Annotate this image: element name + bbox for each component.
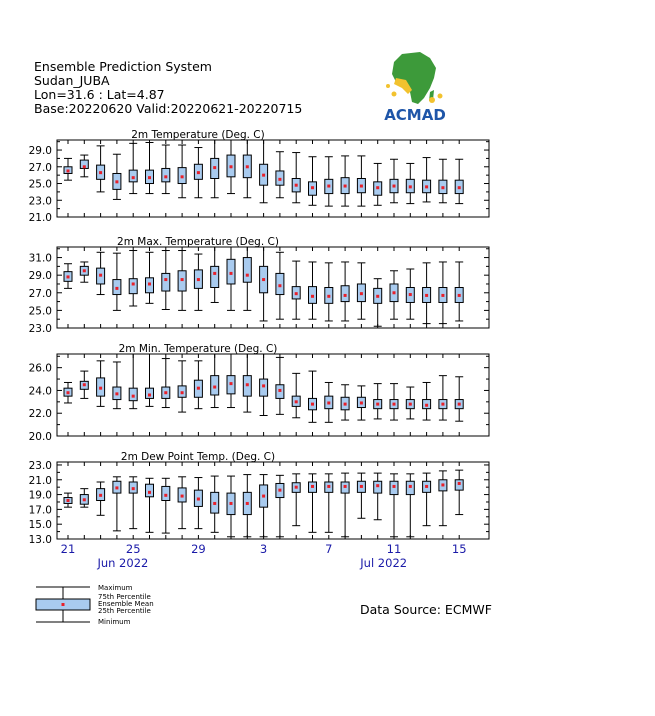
mean-dot: [376, 186, 379, 189]
mean-dot: [327, 295, 330, 298]
mean-dot: [311, 186, 314, 189]
box-day-11: [390, 159, 398, 203]
box-day-30: [211, 247, 219, 302]
iqr-box: [276, 273, 284, 294]
mean-dot: [262, 384, 265, 387]
mean-dot: [311, 295, 314, 298]
box-day-6: [309, 371, 317, 422]
y-tick-label: 25.0: [28, 178, 52, 191]
mean-dot: [311, 485, 314, 488]
y-tick-label: 17.0: [28, 504, 52, 517]
mean-dot: [197, 171, 200, 174]
panel-frame: [57, 354, 489, 436]
mean-dot: [213, 386, 216, 389]
mean-dot: [393, 291, 396, 294]
box-day-26: [146, 143, 154, 194]
data-source: Data Source: ECMWF: [360, 602, 492, 617]
box-day-13: [423, 263, 431, 324]
mean-dot: [458, 294, 461, 297]
x-tick-label: 15: [451, 542, 467, 556]
mean-dot: [360, 185, 363, 188]
box-day-13: [423, 158, 431, 202]
box-day-9: [357, 156, 365, 206]
mean-dot: [311, 403, 314, 406]
box-day-28: [178, 477, 186, 529]
mean-dot: [360, 485, 363, 488]
mean-dot: [344, 294, 347, 297]
mean-dot: [441, 294, 444, 297]
box-day-4: [276, 252, 284, 319]
mean-dot: [295, 184, 298, 187]
box-day-11: [390, 474, 398, 537]
box-day-15: [455, 377, 463, 421]
mean-dot: [425, 185, 428, 188]
header-location: Sudan_JUBA: [34, 73, 110, 88]
y-tick-label: 20.0: [28, 431, 52, 443]
logo-text: ACMAD: [384, 106, 446, 124]
mean-dot: [197, 278, 200, 281]
box-day-11: [390, 271, 398, 319]
y-tick-label: 15.0: [28, 519, 52, 532]
box-day-14: [439, 262, 447, 324]
box-day-8: [341, 385, 349, 420]
mean-dot: [376, 403, 379, 406]
box-day-24: [113, 362, 121, 409]
box-day-22: [80, 262, 88, 282]
mean-dot: [115, 287, 118, 290]
mean-dot: [148, 394, 151, 397]
box-day-26: [146, 252, 154, 303]
mean-dot: [67, 169, 70, 172]
box-day-5: [292, 153, 300, 203]
box-day-10: [374, 384, 382, 419]
iqr-box: [211, 266, 219, 287]
mean-dot: [181, 175, 184, 178]
x-tick-label: 29: [191, 542, 206, 556]
box-day-30: [211, 354, 219, 408]
y-tick-label: 23.0: [28, 459, 52, 472]
mean-dot: [164, 175, 167, 178]
mean-dot: [278, 178, 281, 181]
box-day-6: [309, 474, 317, 532]
iqr-box: [162, 486, 170, 500]
box-day-12: [406, 269, 414, 319]
box-day-22: [80, 489, 88, 508]
box-day-8: [341, 156, 349, 206]
box-day-7: [325, 157, 333, 206]
mean-dot: [425, 294, 428, 297]
box-day-27: [162, 251, 170, 310]
header-coordinates: Lon=31.6 : Lat=4.87: [34, 87, 165, 102]
box-day-14: [439, 376, 447, 420]
mean-dot: [393, 403, 396, 406]
box-day-9: [357, 263, 365, 319]
panel-1: [29, 129, 489, 224]
mean-dot: [425, 485, 428, 488]
mean-dot: [360, 401, 363, 404]
panel-2: [29, 236, 489, 335]
box-day-5: [292, 474, 300, 526]
box-day-10: [374, 473, 382, 520]
mean-dot: [278, 284, 281, 287]
mean-dot: [148, 176, 151, 179]
box-day-7: [325, 382, 333, 422]
x-tick-label: 7: [325, 542, 333, 556]
y-tick-label: 21.0: [28, 212, 52, 224]
y-tick-label: 31.0: [28, 252, 52, 265]
mean-dot: [213, 166, 216, 169]
box-day-3: [260, 354, 268, 416]
box-day-28: [178, 251, 186, 311]
legend-mean-dot: [62, 603, 65, 606]
box-day-28: [178, 145, 186, 198]
x-month-label: Jun 2022: [97, 556, 149, 570]
box-day-27: [162, 145, 170, 194]
box-day-2: [243, 354, 251, 412]
box-day-24: [113, 477, 121, 531]
mean-dot: [262, 174, 265, 177]
mean-dot: [393, 485, 396, 488]
mean-dot: [132, 487, 135, 490]
mean-dot: [327, 401, 330, 404]
box-day-10: [374, 279, 382, 327]
box-day-2: [243, 247, 251, 310]
y-tick-label: 23.0: [28, 323, 52, 335]
mean-dot: [83, 498, 86, 501]
iqr-box: [260, 379, 268, 396]
panel-title: 2m Temperature (Deg. C): [131, 129, 265, 141]
iqr-box: [129, 279, 137, 294]
mean-dot: [67, 391, 70, 394]
mean-dot: [83, 165, 86, 168]
mean-dot: [148, 491, 151, 494]
box-day-1: [227, 476, 235, 537]
box-day-1: [227, 140, 235, 194]
box-day-21: [64, 493, 72, 507]
legend: [36, 584, 154, 626]
box-day-10: [374, 163, 382, 205]
mean-dot: [344, 485, 347, 488]
mean-dot: [246, 383, 249, 386]
box-day-6: [309, 262, 317, 319]
mean-dot: [409, 293, 412, 296]
mean-dot: [262, 495, 265, 498]
mean-dot: [441, 403, 444, 406]
mean-dot: [327, 485, 330, 488]
mean-dot: [344, 403, 347, 406]
iqr-box: [243, 258, 251, 283]
mean-dot: [409, 185, 412, 188]
mean-dot: [67, 499, 70, 502]
mean-dot: [83, 383, 86, 386]
mean-dot: [425, 404, 428, 407]
box-day-26: [146, 478, 154, 532]
mean-dot: [99, 274, 102, 277]
y-tick-label: 26.0: [28, 362, 52, 375]
box-day-21: [64, 158, 72, 180]
box-day-23: [97, 482, 105, 515]
box-day-28: [178, 361, 186, 412]
mean-dot: [441, 186, 444, 189]
box-day-21: [64, 264, 72, 289]
y-tick-label: 29.0: [28, 145, 52, 158]
iqr-box: [129, 388, 137, 401]
y-tick-label: 25.0: [28, 305, 52, 318]
mean-dot: [164, 391, 167, 394]
mean-dot: [246, 274, 249, 277]
box-day-12: [406, 474, 414, 537]
box-day-25: [129, 251, 137, 306]
mean-dot: [132, 282, 135, 285]
box-day-13: [423, 473, 431, 526]
box-day-25: [129, 143, 137, 193]
panel-3: [29, 343, 489, 443]
y-tick-label: 21.0: [28, 474, 52, 487]
box-day-5: [292, 261, 300, 319]
box-day-14: [439, 471, 447, 526]
legend-p25: 25th Percentile: [98, 607, 151, 615]
box-day-11: [390, 384, 398, 420]
box-day-9: [357, 386, 365, 420]
box-day-12: [406, 387, 414, 419]
box-day-7: [325, 474, 333, 532]
box-day-8: [341, 262, 349, 321]
mean-dot: [115, 486, 118, 489]
y-tick-label: 27.0: [28, 287, 52, 300]
box-day-23: [97, 252, 105, 294]
iqr-box: [341, 286, 349, 302]
box-day-3: [260, 475, 268, 537]
box-day-4: [276, 357, 284, 414]
mean-dot: [213, 502, 216, 505]
box-day-29: [194, 361, 202, 409]
box-day-23: [97, 146, 105, 192]
mean-dot: [376, 484, 379, 487]
y-tick-label: 24.0: [28, 385, 52, 398]
box-day-30: [211, 140, 219, 198]
mean-dot: [83, 269, 86, 272]
header-title: Ensemble Prediction System: [34, 59, 212, 74]
mean-dot: [458, 403, 461, 406]
panel-title: 2m Min. Temperature (Deg. C): [118, 343, 278, 355]
box-day-12: [406, 163, 414, 203]
mean-dot: [115, 180, 118, 183]
mean-dot: [393, 185, 396, 188]
box-day-9: [357, 473, 365, 518]
mean-dot: [376, 295, 379, 298]
mean-dot: [409, 485, 412, 488]
header-base-valid: Base:20220620 Valid:20220621-20220715: [34, 101, 303, 116]
mean-dot: [344, 185, 347, 188]
box-day-24: [113, 154, 121, 199]
mean-dot: [360, 292, 363, 295]
mean-dot: [295, 400, 298, 403]
box-day-15: [455, 159, 463, 203]
x-tick-label: 25: [125, 542, 141, 556]
mean-dot: [132, 176, 135, 179]
mean-dot: [230, 382, 233, 385]
iqr-box: [211, 376, 219, 395]
mean-dot: [458, 482, 461, 485]
box-day-4: [276, 475, 284, 536]
mean-dot: [327, 185, 330, 188]
box-day-22: [80, 155, 88, 177]
mean-dot: [115, 392, 118, 395]
box-day-22: [80, 371, 88, 398]
box-day-15: [455, 262, 463, 321]
y-tick-label: 27.0: [28, 161, 52, 174]
mean-dot: [99, 171, 102, 174]
box-day-27: [162, 359, 170, 408]
mean-dot: [213, 272, 216, 275]
box-day-5: [292, 373, 300, 417]
x-tick-label: 3: [259, 542, 268, 556]
box-day-26: [146, 354, 154, 406]
box-day-2: [243, 475, 251, 537]
box-day-25: [129, 354, 137, 409]
box-day-4: [276, 152, 284, 198]
mean-dot: [164, 278, 167, 281]
mean-dot: [441, 483, 444, 486]
box-day-21: [64, 382, 72, 403]
y-tick-label: 22.0: [28, 408, 52, 421]
mean-dot: [278, 389, 281, 392]
y-tick-label: 29.0: [28, 270, 52, 283]
box-day-1: [227, 354, 235, 408]
legend-minimum: Minimum: [98, 618, 131, 626]
box-day-14: [439, 159, 447, 203]
box-day-6: [309, 157, 317, 206]
iqr-box: [129, 170, 137, 182]
box-day-27: [162, 478, 170, 533]
mean-dot: [409, 403, 412, 406]
box-day-24: [113, 253, 121, 310]
x-tick-label: 11: [386, 542, 402, 556]
box-day-7: [325, 263, 333, 321]
box-day-13: [423, 382, 431, 420]
box-day-8: [341, 473, 349, 537]
box-day-2: [243, 140, 251, 198]
mean-dot: [164, 494, 167, 497]
panel-4: [29, 451, 489, 546]
panel-title: 2m Dew Point Temp. (Deg. C): [120, 451, 276, 463]
mean-dot: [99, 494, 102, 497]
mean-dot: [148, 282, 151, 285]
iqr-box: [146, 388, 154, 398]
box-day-29: [194, 148, 202, 198]
box-day-23: [97, 361, 105, 407]
mean-dot: [181, 391, 184, 394]
mean-dot: [246, 165, 249, 168]
y-tick-label: 13.0: [28, 534, 52, 546]
iqr-box: [146, 484, 154, 497]
box-day-3: [260, 247, 268, 321]
mean-dot: [197, 498, 200, 501]
y-tick-label: 23.0: [28, 195, 52, 208]
box-day-30: [211, 476, 219, 532]
box-day-29: [194, 254, 202, 310]
y-tick-label: 19.0: [28, 489, 52, 502]
panel-title: 2m Max. Temperature (Deg. C): [117, 236, 279, 248]
mean-dot: [295, 292, 298, 295]
mean-dot: [132, 395, 135, 398]
legend-p75: 75th Percentile: [98, 593, 151, 601]
x-month-label: Jul 2022: [360, 556, 408, 570]
legend-mean: Ensemble Mean: [98, 600, 154, 608]
mean-dot: [230, 165, 233, 168]
box-day-3: [260, 140, 268, 203]
mean-dot: [181, 278, 184, 281]
iqr-box: [162, 168, 170, 181]
mean-dot: [197, 387, 200, 390]
panel-frame: [57, 140, 489, 217]
legend-maximum: Maximum: [98, 584, 133, 592]
mean-dot: [230, 272, 233, 275]
box-day-29: [194, 478, 202, 529]
iqr-box: [162, 273, 170, 291]
x-tick-label: 21: [60, 542, 76, 556]
box-day-25: [129, 477, 137, 529]
box-day-15: [455, 470, 463, 514]
mean-dot: [230, 502, 233, 505]
iqr-box: [227, 259, 235, 284]
mean-dot: [181, 495, 184, 498]
mean-dot: [458, 186, 461, 189]
mean-dot: [278, 489, 281, 492]
mean-dot: [99, 387, 102, 390]
mean-dot: [262, 278, 265, 281]
box-day-1: [227, 247, 235, 310]
mean-dot: [295, 486, 298, 489]
mean-dot: [67, 275, 70, 278]
mean-dot: [246, 502, 249, 505]
